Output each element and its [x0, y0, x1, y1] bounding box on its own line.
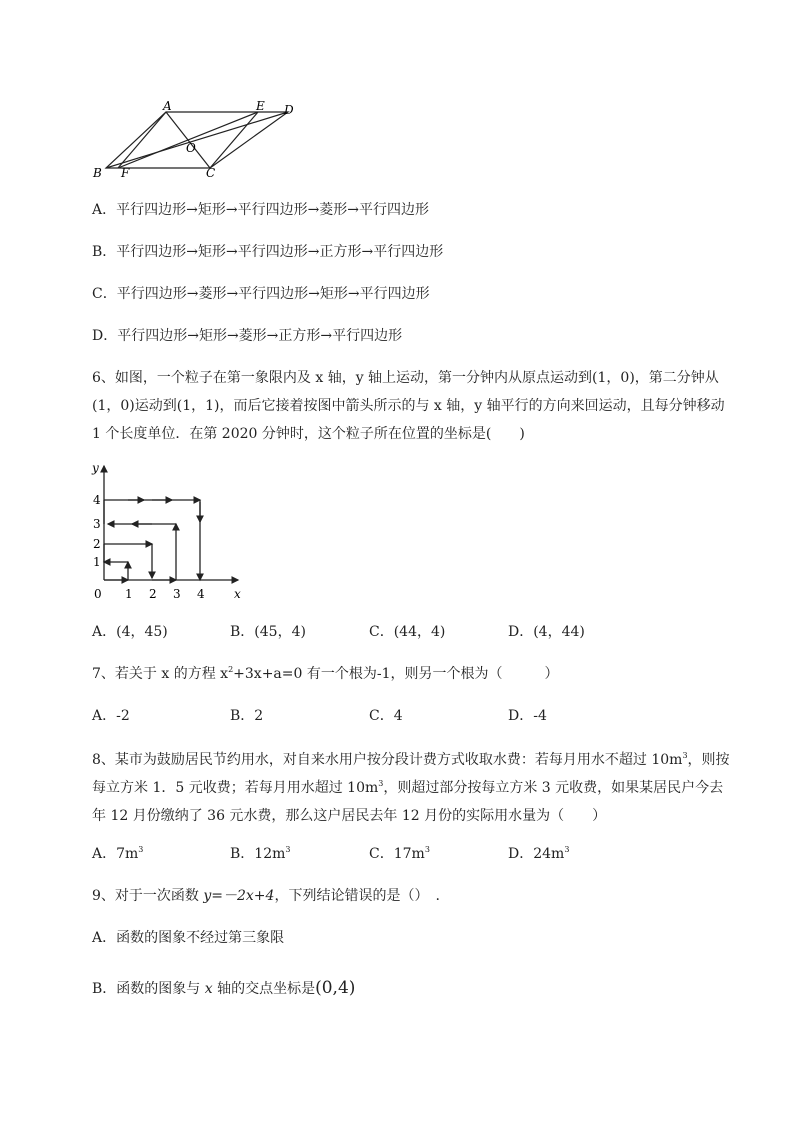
label-C: C: [206, 166, 216, 180]
axis-y-label: y: [92, 461, 99, 475]
q7-option-d: D．-4: [508, 708, 547, 724]
q9-text-pre: 9、对于一次函数: [92, 888, 204, 904]
q9-text-post: ，下列结论错误的是（） .: [274, 888, 440, 904]
q8-stem: [92, 746, 732, 830]
x-tick-4: 4: [197, 587, 205, 601]
q7-exponent: 2: [228, 665, 234, 674]
q5-option-b: B．平行四边形→矩形→平行四边形→正方形→平行四边形: [92, 244, 444, 260]
q8-option-b: B．$12m^3$: [230, 845, 291, 862]
label-D: D: [284, 103, 294, 117]
q8-text-3: ，则超过部分按每立方米 3 元收费，如果某居民户今去年 12 月份缴纳了 36 元水费，那么这户居民去年 12 月份的实际用水量为（ ）: [92, 780, 724, 824]
q9-stem: [92, 886, 440, 906]
q7-stem: [92, 664, 559, 684]
x-tick-3: 3: [173, 587, 181, 601]
q5-option-d: D．平行四边形→矩形→菱形→正方形→平行四边形: [92, 328, 403, 344]
label-O: O: [186, 141, 196, 155]
q6-stem: 6、如图，一个粒子在第一象限内及 x 轴，y 轴上运动，第一分钟内从原点运动到(1，0)，第二分钟从(1，0)运动到(1，1)，而后它接着按图中箭头所示的与 x 轴，y 轴平行的方向来回运动，且每分钟移动 1 个长度单位．在第 2020 分钟时，这个粒子所在位置的坐标是( ): [92, 370, 725, 442]
q6-option-a: A．(4，45): [92, 624, 168, 640]
q7-option-a: A．-2: [92, 708, 130, 724]
q8-option-a: A．$7m^3$: [92, 845, 144, 862]
axis-x-label: x: [234, 587, 241, 601]
q6-option-c: C．(44，4): [369, 624, 446, 640]
q8-sup-2: 3: [378, 779, 384, 788]
q9-option-a: A．函数的图象不经过第三象限: [92, 930, 285, 946]
q7-text-pre: 7、若关于 x 的方程 x: [92, 666, 229, 682]
q7-option-b: B．2: [230, 708, 264, 724]
label-B: B: [93, 166, 102, 180]
q8-sup-1: 3: [682, 751, 688, 760]
x-tick-2: 2: [149, 587, 157, 601]
y-tick-2: 2: [93, 537, 101, 551]
q9-x-var: x: [204, 981, 213, 997]
y-tick-3: 3: [93, 517, 101, 531]
q6-option-b: B．(45，4): [230, 624, 306, 640]
q9-point: (0,4): [315, 978, 356, 998]
q8-text-1: 8、某市为鼓励居民节约用水，对自来水用户按分段计费方式收取水费：若每月用水不超过 10m: [92, 752, 683, 768]
q5-option-c: C．平行四边形→菱形→平行四边形→矩形→平行四边形: [92, 286, 430, 302]
q8-text-2: ，则按每立方米 1．5 元收费；若每月用水超过 10m: [92, 752, 730, 796]
x-tick-1: 1: [125, 587, 133, 601]
q9-function: y=－2x+4: [203, 888, 275, 904]
q7-text-post: +3x+a=0 有一个根为-1，则另一个根为（ ）: [233, 666, 559, 682]
label-A: A: [163, 100, 172, 113]
y-tick-1: 1: [93, 555, 101, 569]
q6-option-d: D．(4，44): [508, 624, 585, 640]
q8-option-d: D．$24m^3$: [508, 845, 570, 862]
y-tick-4: 4: [93, 493, 101, 507]
q9-option-b: B．函数的图象与 x 轴的交点坐标是(0,4): [92, 978, 356, 998]
q7-option-c: C．4: [369, 708, 403, 724]
q8-option-c: C．$17m^3$: [369, 845, 430, 862]
parallelogram-figure: [88, 100, 308, 180]
label-E: E: [256, 100, 265, 113]
particle-path-figure: [88, 458, 248, 608]
origin-label: 0: [94, 587, 102, 601]
q5-option-a: A．平行四边形→矩形→平行四边形→菱形→平行四边形: [92, 202, 430, 218]
label-F: F: [121, 166, 130, 180]
